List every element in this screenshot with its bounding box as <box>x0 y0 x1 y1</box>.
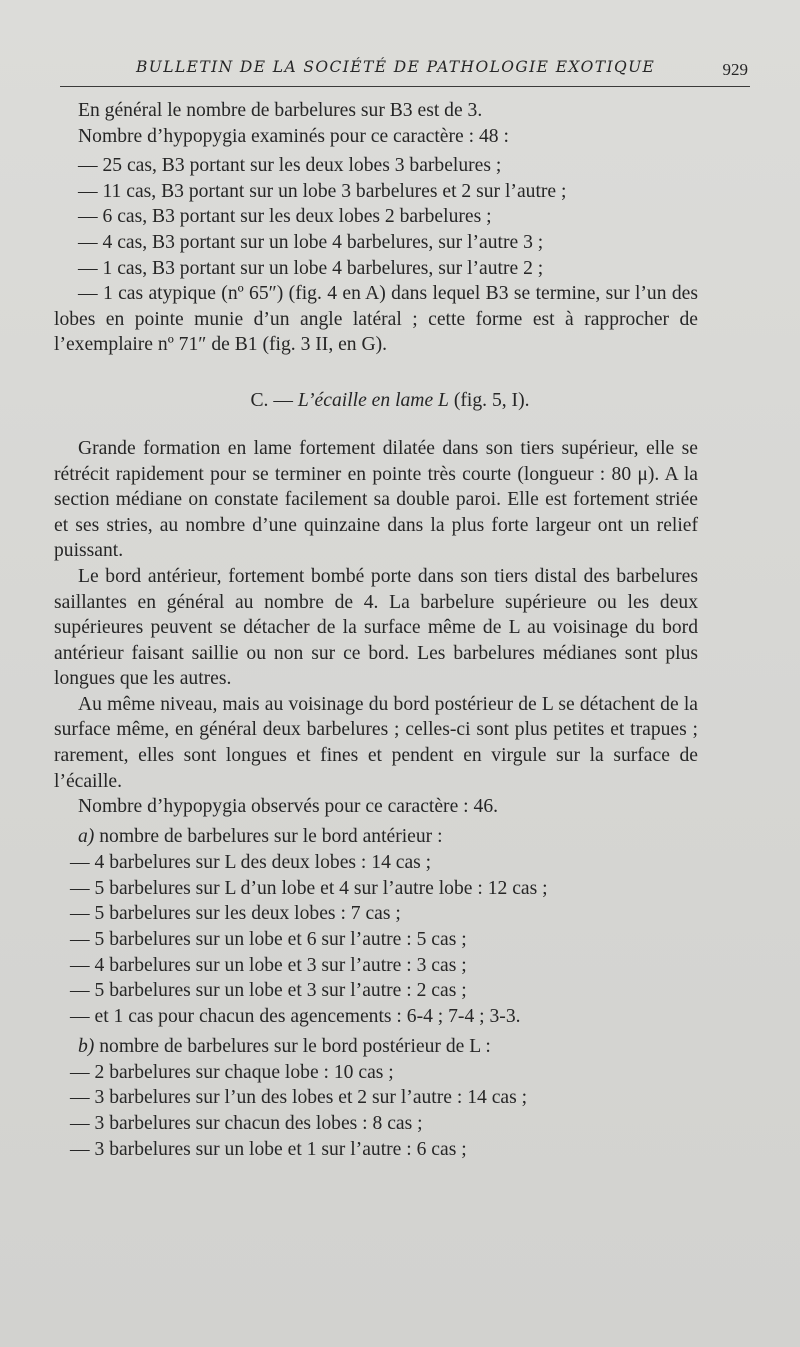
list-item: — 3 barbelures sur l’un des lobes et 2 sur l’autre : 14 cas ; <box>70 1087 528 1109</box>
b3-case-list <box>54 153 698 358</box>
section-title: L’écaille en lame L <box>297 389 449 411</box>
list-a-heading-text: nombre de barbelures sur le bord antérieur : <box>99 825 443 847</box>
paragraph: Le bord antérieur, fortement bombé porte dans son tiers distal des barbelures saillantes en général au nombre de 4. La barbelure supérieure ou les deux supérieures peuvent se détacher de la surface même de L au voisinage du bord antérieur faisant saillie ou non sur ce bord. Les barbelures médianes sont plus longues que les autres. <box>54 565 698 690</box>
page-body <box>54 98 698 1163</box>
list-item: — 25 cas, B3 portant sur les deux lobes 3 barbelures ; <box>78 155 502 177</box>
list-a-heading <box>54 823 698 850</box>
section-prefix: C. — <box>250 389 293 411</box>
running-header <box>60 58 750 87</box>
intro-line-1: En général le nombre de barbelures sur B3 est de 3. <box>78 100 483 121</box>
list-b-label: b) <box>78 1035 95 1057</box>
list-b <box>54 1060 698 1163</box>
list-item: — 4 barbelures sur L des deux lobes : 14 cas ; <box>70 851 432 873</box>
list-item: — 4 barbelures sur un lobe et 3 sur l’autre : 3 cas ; <box>70 954 467 976</box>
list-a-label: a) <box>78 825 95 847</box>
list-item: — 2 barbelures sur chaque lobe : 10 cas ; <box>70 1061 394 1083</box>
journal-title: BULLETIN DE LA SOCIÉTÉ DE PATHOLOGIE EXOTIQUE <box>136 58 656 76</box>
list-item: — 3 barbelures sur un lobe et 1 sur l’autre : 6 cas ; <box>70 1138 467 1160</box>
list-item: — 3 barbelures sur chacun des lobes : 8 cas ; <box>70 1113 423 1135</box>
paragraph: Nombre d’hypopygia observés pour ce caractère : 46. <box>78 796 499 818</box>
list-item: — 5 barbelures sur les deux lobes : 7 cas ; <box>70 903 401 925</box>
list-item: — 4 cas, B3 portant sur un lobe 4 barbelures, sur l’autre 3 ; <box>78 231 544 253</box>
list-a <box>54 850 698 1030</box>
page-number: 929 <box>722 60 748 79</box>
list-item-atypical: — 1 cas atypique (nº 65″) (fig. 4 en A) dans lequel B3 se termine, sur l’un des lobes en pointe munie d’un angle latéral ; cette forme est à rapprocher de l’exemplaire nº 71″ de B1 (fig. 3 II, en G). <box>54 283 698 356</box>
paragraph: Au même niveau, mais au voisinage du bord postérieur de L se détachent de la surface même, en général deux barbelures ; celles-ci sont plus petites et trapues ; rarement, elles sont longues et fines et pendent en virgule sur la surface de l’écaille. <box>54 693 698 792</box>
list-item: — et 1 cas pour chacun des agencements : 6-4 ; 7-4 ; 3-3. <box>70 1006 521 1028</box>
section-figure-ref: (fig. 5, I). <box>453 389 530 411</box>
list-item: — 11 cas, B3 portant sur un lobe 3 barbelures et 2 sur l’autre ; <box>78 180 567 202</box>
section-heading <box>54 388 698 414</box>
list-b-heading <box>54 1033 698 1060</box>
list-item: — 1 cas, B3 portant sur un lobe 4 barbelures, sur l’autre 2 ; <box>78 257 544 279</box>
list-item: — 5 barbelures sur un lobe et 6 sur l’autre : 5 cas ; <box>70 928 467 950</box>
list-item: — 5 barbelures sur L d’un lobe et 4 sur l’autre lobe : 12 cas ; <box>70 877 548 899</box>
list-b-heading-text: nombre de barbelures sur le bord postérieur de L : <box>99 1035 491 1057</box>
list-item: — 6 cas, B3 portant sur les deux lobes 2 barbelures ; <box>78 206 492 228</box>
paragraph: Grande formation en lame fortement dilatée dans son tiers supérieur, elle se rétrécit rapidement pour se terminer en pointe très courte (longueur : 80 μ). A la section médiane on constate facilement sa double paroi. Elle est fortement striée et ses stries, au nombre d’une quinzaine dans la plus forte largeur ont un relief puissant. <box>54 437 698 562</box>
list-item: — 5 barbelures sur un lobe et 3 sur l’autre : 2 cas ; <box>70 980 467 1002</box>
intro-line-2: Nombre d’hypopygia examinés pour ce caractère : 48 : <box>78 125 509 147</box>
